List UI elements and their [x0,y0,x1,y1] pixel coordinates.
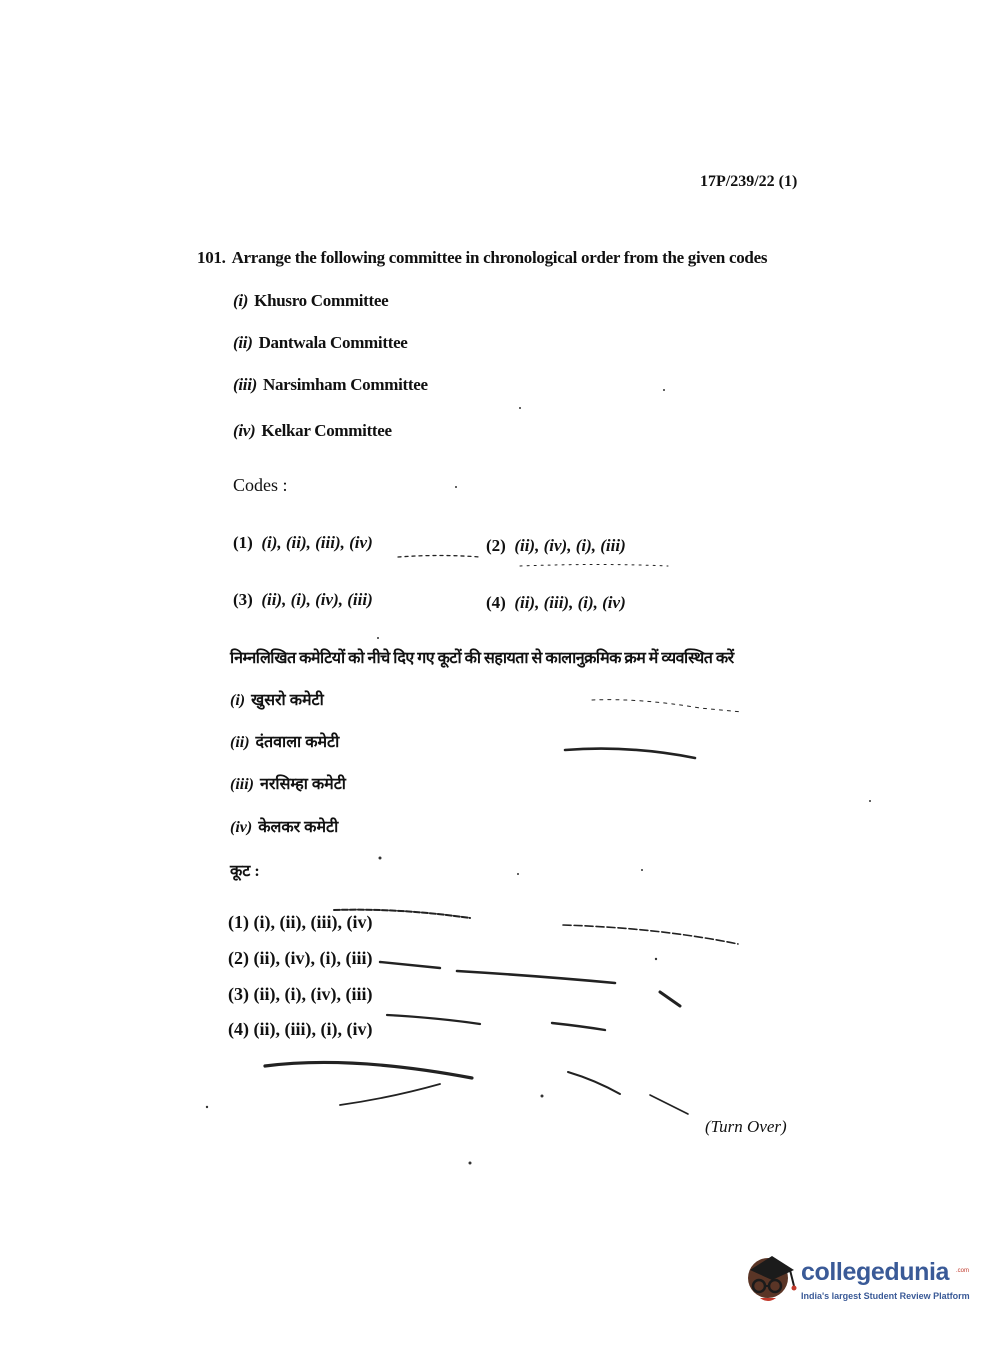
item-hi-1: (i) खुसरो कमेटी [230,692,324,709]
option-hi-2: (2) (ii), (iv), (i), (iii) [228,948,373,968]
option-hi-3: (3) (ii), (i), (iv), (iii) [228,984,373,1004]
logo-tld: .com [956,1268,970,1274]
item-en-2: (ii) Dantwala Committee [233,333,408,352]
option-en-1: (1) (i), (ii), (iii), (iv) [233,533,373,552]
question-number: 101. [197,248,226,267]
question-text-en: Arrange the following committee in chronological order from the given codes [231,248,768,267]
logo-name: collegedunia [801,1258,950,1286]
logo-tagline: India's largest Student Review Platform [801,1291,970,1301]
item-hi-3: (iii) नरसिम्हा कमेटी [230,776,346,793]
option-hi-4: (4) (ii), (iii), (i), (iv) [228,1019,373,1039]
item-en-4: (iv) Kelkar Committee [233,421,392,440]
codes-label-en: Codes : [233,475,288,495]
option-hi-1: (1) (i), (ii), (iii), (iv) [228,912,373,932]
item-en-1: (i) Khusro Committee [233,291,389,310]
item-hi-4: (iv) केलकर कमेटी [230,819,339,836]
item-en-3: (iii) Narsimham Committee [233,375,428,394]
question-text-hi: निम्नलिखित कमेटियों को नीचे दिए गए कूटों की सहायता से कालानुक्रमिक क्रम में व्यवस्थित करें [230,650,734,667]
turn-over-label: (Turn Over) [705,1117,787,1136]
item-hi-2: (ii) दंतवाला कमेटी [230,734,340,751]
paper-code: 17P/239/22 (1) [700,173,798,190]
option-en-4: (4) (ii), (iii), (i), (iv) [486,593,626,612]
codes-label-hi: कूट : [230,863,260,880]
logo-mascot-icon [742,1248,800,1308]
collegedunia-logo [742,1248,972,1308]
option-en-2: (2) (ii), (iv), (i), (iii) [486,536,626,555]
option-en-3: (3) (ii), (i), (iv), (iii) [233,590,373,609]
